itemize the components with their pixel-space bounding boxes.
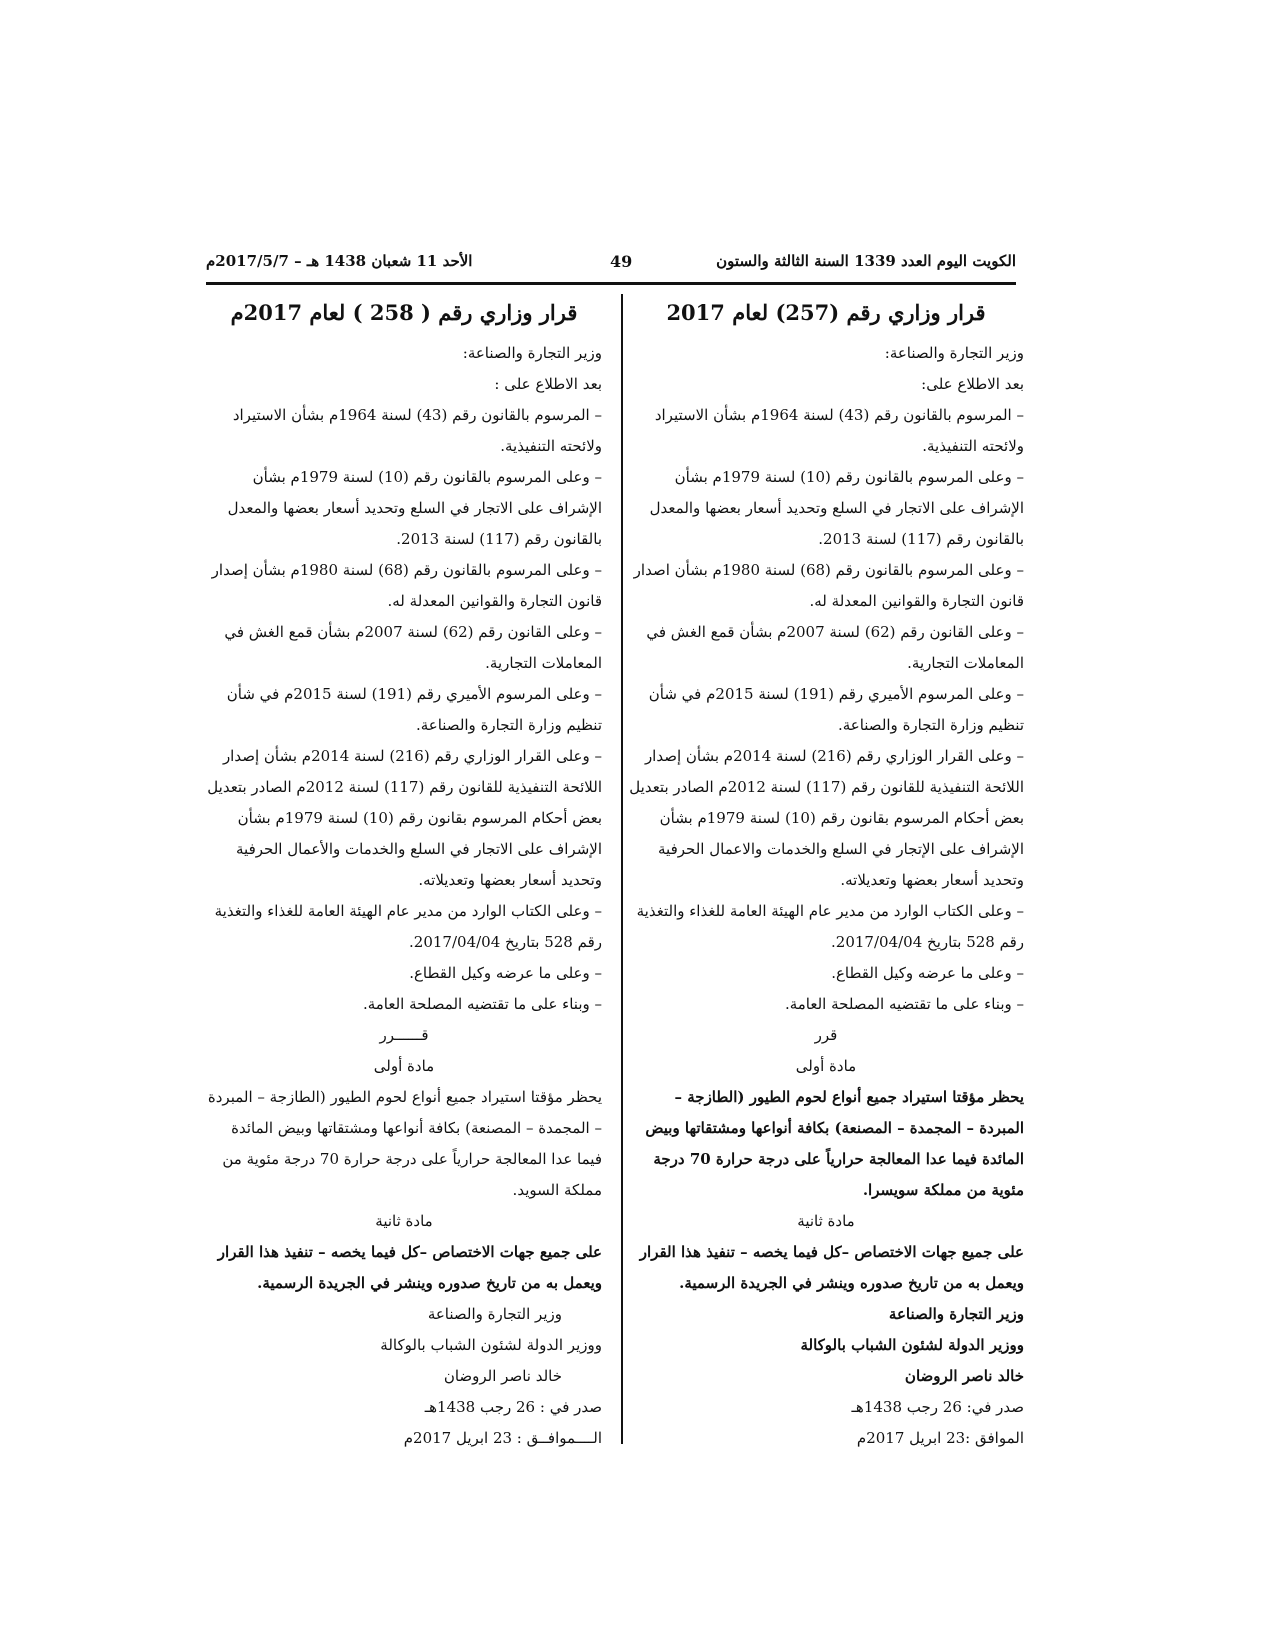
page-number: 49 (610, 252, 633, 271)
recital: – المرسوم بالقانون رقم (43) لسنة 1964م بشأن الاستيراد ولائحته التنفيذية. (232, 406, 602, 455)
issued-date: صدر في : 26 رجب 1438هـ (424, 1398, 602, 1416)
recital: – وعلى المرسوم بالقانون رقم (68) لسنة 1980م بشأن اصدار قانون التجارة والقوانين المعدلة له. (633, 561, 1024, 610)
corresponding-date: الموافق :23 ابريل 2017م (856, 1429, 1024, 1447)
corresponding-date: الــــموافــق : 23 ابريل 2017م (403, 1429, 602, 1447)
decision-title: قرار وزاري رقم ( 258 ) لعام 2017م (230, 300, 578, 325)
recital: – وعلى القانون رقم (62) لسنة 2007م بشأن قمع الغش في المعاملات التجارية. (646, 623, 1024, 672)
decision-word: قــــــرر (379, 1026, 429, 1044)
recital: – وعلى الكتاب الوارد من مدير عام الهيئة العامة للغذاء والتغذية رقم 528 بتاريخ 2017/04/04. (214, 902, 602, 951)
recital: – المرسوم بالقانون رقم (43) لسنة 1964م بشأن الاستيراد ولائحته التنفيذية. (654, 406, 1024, 455)
preamble-line: بعد الاطلاع على: (921, 375, 1024, 393)
article-1-heading: مادة أولى (795, 1057, 857, 1075)
article-1-heading: مادة أولى (373, 1057, 435, 1075)
signatory-name: خالد ناصر الروضان (443, 1367, 562, 1385)
article-1-text: يحظر مؤقتا استيراد جميع أنواع لحوم الطيور (الطازجة – المبردة – المجمدة – المصنعة) بكافة أنواعها ومشتقاتها وبيض المائدة فيما عدا المعالجة حرارياً على درجة حرارة 70 درجة مئوية من مملكة سويسرا. (645, 1088, 1024, 1199)
article-2-text: على جميع جهات الاختصاص –كل فيما يخصه – تنفيذ هذا القرار ويعمل به من تاريخ صدوره وينشر في الجريدة الرسمية. (639, 1243, 1024, 1292)
recital: – وعلى المرسوم بالقانون رقم (68) لسنة 1980م بشأن إصدار قانون التجارة والقوانين المعدلة له. (211, 561, 602, 610)
recital: – وعلى ما عرضه وكيل القطاع. (831, 964, 1024, 982)
signatory-title-2: ووزير الدولة لشئون الشباب بالوكالة (800, 1336, 1024, 1354)
article-1-text: يحظر مؤقتا استيراد جميع أنواع لحوم الطيور (الطازجة – المبردة – المجمدة – المصنعة) بكافة أنواعها ومشتقاتها وبيض المائدة فيما عدا المعالجة حرارياً على درجة حرارة 70 درجة مئوية من مملكة السويد. (207, 1088, 602, 1199)
column-divider (621, 294, 623, 1444)
signatory-title: وزير التجارة والصناعة (888, 1305, 1024, 1323)
article-2-text: على جميع جهات الاختصاص –كل فيما يخصه – تنفيذ هذا القرار ويعمل به من تاريخ صدوره وينشر في الجريدة الرسمية. (217, 1243, 602, 1292)
recital: – وعلى القانون رقم (62) لسنة 2007م بشأن قمع الغش في المعاملات التجارية. (224, 623, 602, 672)
signatory-name: خالد ناصر الروضان (904, 1367, 1024, 1385)
decision-258-column (206, 296, 602, 1454)
recital: – وعلى المرسوم بالقانون رقم (10) لسنة 1979م بشأن الإشراف على الاتجار في السلع وتحديد أسعار بعضها والمعدل بالقانون رقم (117) لسنة 2013. (649, 468, 1024, 548)
minister-line: وزير التجارة والصناعة: (884, 344, 1024, 362)
decision-word: قرر (814, 1026, 838, 1044)
recital: – وعلى ما عرضه وكيل القطاع. (409, 964, 602, 982)
gazette-issue-info: الكويت اليوم العدد 1339 السنة الثالثة والستون (716, 252, 1016, 270)
header-rule (206, 282, 1016, 285)
article-2-heading: مادة ثانية (797, 1212, 855, 1230)
signatory-title: وزير التجارة والصناعة (427, 1305, 562, 1323)
recital: – وعلى المرسوم بالقانون رقم (10) لسنة 1979م بشأن الإشراف على الاتجار في السلع وتحديد أسعار بعضها والمعدل بالقانون رقم (117) لسنة 2013. (227, 468, 602, 548)
recital: – وبناء على ما تقتضيه المصلحة العامة. (784, 995, 1024, 1013)
issue-date: الأحد 11 شعبان 1438 هـ – 2017/5/7م (206, 252, 473, 270)
decision-257-column (628, 296, 1024, 1454)
recital: – وعلى المرسوم الأميري رقم (191) لسنة 2015م في شأن تنظيم وزارة التجارة والصناعة. (648, 685, 1024, 734)
signatory-title-2: ووزير الدولة لشئون الشباب بالوكالة (380, 1336, 602, 1354)
decision-title: قرار وزاري رقم (257) لعام 2017 (666, 300, 986, 325)
page-header (206, 252, 1016, 278)
preamble-line: بعد الاطلاع على : (494, 375, 602, 393)
recital: – وبناء على ما تقتضيه المصلحة العامة. (362, 995, 602, 1013)
minister-line: وزير التجارة والصناعة: (462, 344, 602, 362)
recital: – وعلى الكتاب الوارد من مدير عام الهيئة العامة للغذاء والتغذية رقم 528 بتاريخ 2017/04/04. (636, 902, 1024, 951)
recital: – وعلى المرسوم الأميري رقم (191) لسنة 2015م في شأن تنظيم وزارة التجارة والصناعة. (226, 685, 602, 734)
article-2-heading: مادة ثانية (375, 1212, 433, 1230)
recital: – وعلى القرار الوزاري رقم (216) لسنة 2014م بشأن إصدار اللائحة التنفيذية للقانون رقم (117) لسنة 2012م الصادر بتعديل بعض أحكام المرسوم بقانون رقم (10) لسنة 1979م بشأن الإشراف على الإتجار في السلع والخدمات والاعمال الحرفية وتحديد أسعار بعضها وتعديلاته. (629, 747, 1024, 889)
issued-date: صدر في: 26 رجب 1438هـ (851, 1398, 1024, 1416)
recital: – وعلى القرار الوزاري رقم (216) لسنة 2014م بشأن إصدار اللائحة التنفيذية للقانون رقم (117) لسنة 2012م الصادر بتعديل بعض أحكام المرسوم بقانون رقم (10) لسنة 1979م بشأن الإشراف على الاتجار في السلع والخدمات والأعمال الحرفية وتحديد أسعار بعضها وتعديلاته. (207, 747, 602, 889)
